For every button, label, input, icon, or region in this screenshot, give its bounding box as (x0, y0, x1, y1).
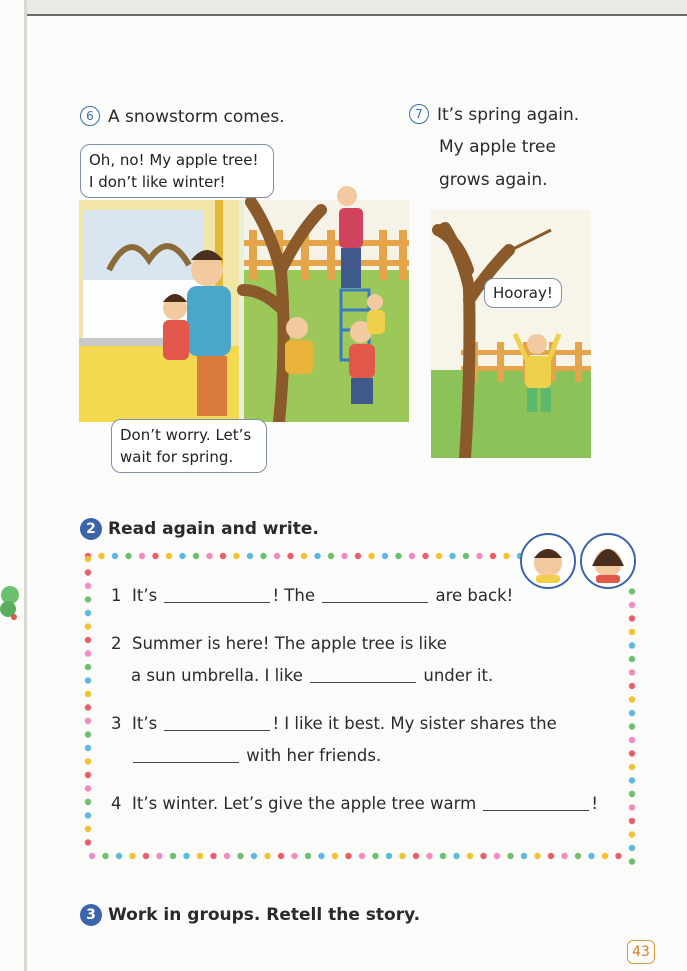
frame-dot (467, 853, 473, 859)
frame-dot (85, 731, 91, 737)
panel-7-caption (409, 104, 579, 125)
frame-dot (237, 853, 243, 859)
frame-dot (85, 745, 91, 751)
frame-dot (152, 553, 158, 559)
section-2-title-text: Read again and write. (108, 519, 319, 539)
section-2-badge: 2 (80, 518, 102, 540)
frame-dot (112, 553, 118, 559)
frame-dot (395, 553, 401, 559)
question-1-text-after: are back! (435, 586, 514, 605)
frame-dot (170, 853, 176, 859)
frame-dot (575, 853, 581, 859)
frame-dot (413, 853, 419, 859)
frame-dot (274, 553, 280, 559)
question-1-text-before: It’s (132, 586, 158, 605)
question-2-line1 (111, 634, 447, 653)
frame-dot (355, 553, 361, 559)
panel-6-bubble-bottom-line1: Don’t worry. Let’s (120, 426, 252, 444)
frame-dot (85, 704, 91, 710)
frame-dot (85, 637, 91, 643)
frame-dot (368, 553, 374, 559)
frame-dot (224, 853, 230, 859)
frame-dot (372, 853, 378, 859)
frame-dot (85, 610, 91, 616)
frame-dot (85, 664, 91, 670)
frame-dot (166, 553, 172, 559)
frame-dot (382, 553, 388, 559)
section-2-title (80, 518, 319, 540)
frame-dot (247, 553, 253, 559)
question-4-number: 4 (111, 794, 122, 813)
question-2-number: 2 (111, 634, 122, 653)
frame-dot (507, 853, 513, 859)
frame-dot (85, 772, 91, 778)
panel-7-illustration (431, 210, 591, 458)
panel-7-caption-line1: It’s spring again. (437, 105, 580, 125)
question-4-blank[interactable] (483, 796, 589, 811)
frame-dot (85, 785, 91, 791)
panel-7-bubble: Hooray! (484, 278, 562, 308)
frame-dot (179, 553, 185, 559)
frame-dot (328, 553, 334, 559)
frame-dot (156, 853, 162, 859)
frame-dot (85, 799, 91, 805)
frame-dot (548, 853, 554, 859)
frame-dot (183, 853, 189, 859)
frame-dot (332, 853, 338, 859)
frame-dot (399, 853, 405, 859)
question-3-line2 (131, 746, 381, 765)
frame-dot (463, 553, 469, 559)
section-3-badge: 3 (80, 904, 102, 926)
panel-7-caption-line3: grows again. (439, 170, 548, 190)
question-4-text-after: ! (591, 794, 599, 813)
frame-dot (588, 853, 594, 859)
frame-dot (345, 853, 351, 859)
frame-dot (490, 553, 496, 559)
frame-dot (629, 791, 635, 797)
frame-dot (210, 853, 216, 859)
frame-dot (521, 853, 527, 859)
frame-dot (629, 710, 635, 716)
question-3-text-line2: with her friends. (246, 746, 382, 765)
frame-dot (129, 853, 135, 859)
panel-6-bubble-bottom (111, 419, 267, 473)
frame-dot (85, 812, 91, 818)
frame-dot (220, 553, 226, 559)
frame-dot (264, 853, 270, 859)
frame-dot (409, 553, 415, 559)
frame-dot (359, 853, 365, 859)
section-3-title (80, 904, 420, 926)
frame-dot (561, 853, 567, 859)
frame-dot (480, 853, 486, 859)
frame-dot (629, 723, 635, 729)
frame-dot (85, 623, 91, 629)
frame-dot (85, 677, 91, 683)
question-3-number: 3 (111, 714, 122, 733)
frame-dot (494, 853, 500, 859)
frame-dot (629, 642, 635, 648)
frame-dot (629, 818, 635, 824)
frame-dot (102, 853, 108, 859)
frame-dot (629, 858, 635, 864)
frame-dot (629, 656, 635, 662)
frame-dot (534, 853, 540, 859)
frame-dot (629, 804, 635, 810)
frame-dot (85, 569, 91, 575)
frame-dot (629, 831, 635, 837)
section-3-title-text: Work in groups. Retell the story. (108, 905, 421, 925)
page-left-edge (24, 0, 27, 971)
frame-dot (629, 615, 635, 621)
frame-dot (85, 718, 91, 724)
question-3-line1 (111, 714, 557, 733)
question-3-blank-1[interactable] (164, 716, 270, 731)
frame-dot (206, 553, 212, 559)
panel-6-bubble-top-line1: Oh, no! My apple tree! (89, 151, 259, 169)
frame-dot (301, 553, 307, 559)
panel-7-number: 7 (409, 104, 429, 124)
frame-dot (440, 853, 446, 859)
frame-dot (85, 826, 91, 832)
frame-dot (629, 750, 635, 756)
frame-dot (476, 553, 482, 559)
frame-dot (116, 853, 122, 859)
panel-6-bubble-bottom-line2: wait for spring. (120, 448, 234, 466)
panel-6-number: 6 (80, 106, 100, 126)
frame-dot (453, 853, 459, 859)
question-1-number: 1 (111, 586, 122, 605)
panel-6-bubble-top-line2: I don’t like winter! (89, 173, 226, 191)
frame-dot (341, 553, 347, 559)
frame-dot (305, 853, 311, 859)
frame-dot (629, 777, 635, 783)
panel-7-caption-line2: My apple tree (439, 137, 556, 157)
question-1-blank-1[interactable] (164, 588, 270, 603)
frame-dot (85, 556, 91, 562)
frame-dot (143, 853, 149, 859)
frame-dot (251, 853, 257, 859)
frame-dot (85, 583, 91, 589)
frame-dot (85, 596, 91, 602)
question-2-line2 (131, 666, 493, 685)
question-3-blank-2[interactable] (133, 748, 239, 763)
question-3-text-before: It’s (132, 714, 158, 733)
frame-dot (125, 553, 131, 559)
frame-dot (233, 553, 239, 559)
question-2-blank[interactable] (310, 668, 416, 683)
question-2-text-line1: Summer is here! The apple tree is like (132, 634, 447, 653)
page-top-border (26, 0, 687, 16)
frame-dot (602, 853, 608, 859)
frame-dot (193, 553, 199, 559)
frame-dot (426, 853, 432, 859)
frame-dot (85, 650, 91, 656)
kids-faces-illustration (520, 530, 638, 592)
frame-dot (503, 553, 509, 559)
frame-dot (629, 602, 635, 608)
frame-dot (89, 853, 95, 859)
question-4 (111, 794, 598, 813)
frame-dot (629, 669, 635, 675)
frame-dot (287, 553, 293, 559)
frame-dot (449, 553, 455, 559)
question-1 (111, 586, 513, 605)
question-1-blank-2[interactable] (322, 588, 428, 603)
frame-dot (139, 553, 145, 559)
frame-dot (629, 696, 635, 702)
frame-dot (98, 553, 104, 559)
frame-dot (291, 853, 297, 859)
frame-dot (629, 764, 635, 770)
question-2-text-after: under it. (423, 666, 494, 685)
left-edge-plant-illustration (0, 575, 22, 625)
question-3-text-after: ! I like it best. My sister shares the (272, 714, 557, 733)
frame-dot (386, 853, 392, 859)
question-2-text-before: a sun umbrella. I like (131, 666, 303, 685)
question-1-text-mid: ! The (272, 586, 315, 605)
page-number: 43 (627, 940, 655, 964)
frame-dot (85, 691, 91, 697)
frame-dot (85, 758, 91, 764)
panel-6-bubble-top (80, 144, 274, 198)
frame-dot (85, 839, 91, 845)
frame-dot (314, 553, 320, 559)
frame-dot (278, 853, 284, 859)
frame-dot (318, 853, 324, 859)
frame-dot (197, 853, 203, 859)
frame-dot (436, 553, 442, 559)
frame-dot (422, 553, 428, 559)
frame-dot (260, 553, 266, 559)
frame-dot (629, 683, 635, 689)
frame-dot (629, 629, 635, 635)
frame-dot (629, 737, 635, 743)
question-4-text-before: It’s winter. Let’s give the apple tree warm (132, 794, 477, 813)
frame-dot (615, 853, 621, 859)
panel-6-illustration (79, 160, 409, 422)
panel-6-caption-text: A snowstorm comes. (108, 107, 285, 127)
frame-dot (629, 845, 635, 851)
panel-6-caption (80, 106, 285, 127)
